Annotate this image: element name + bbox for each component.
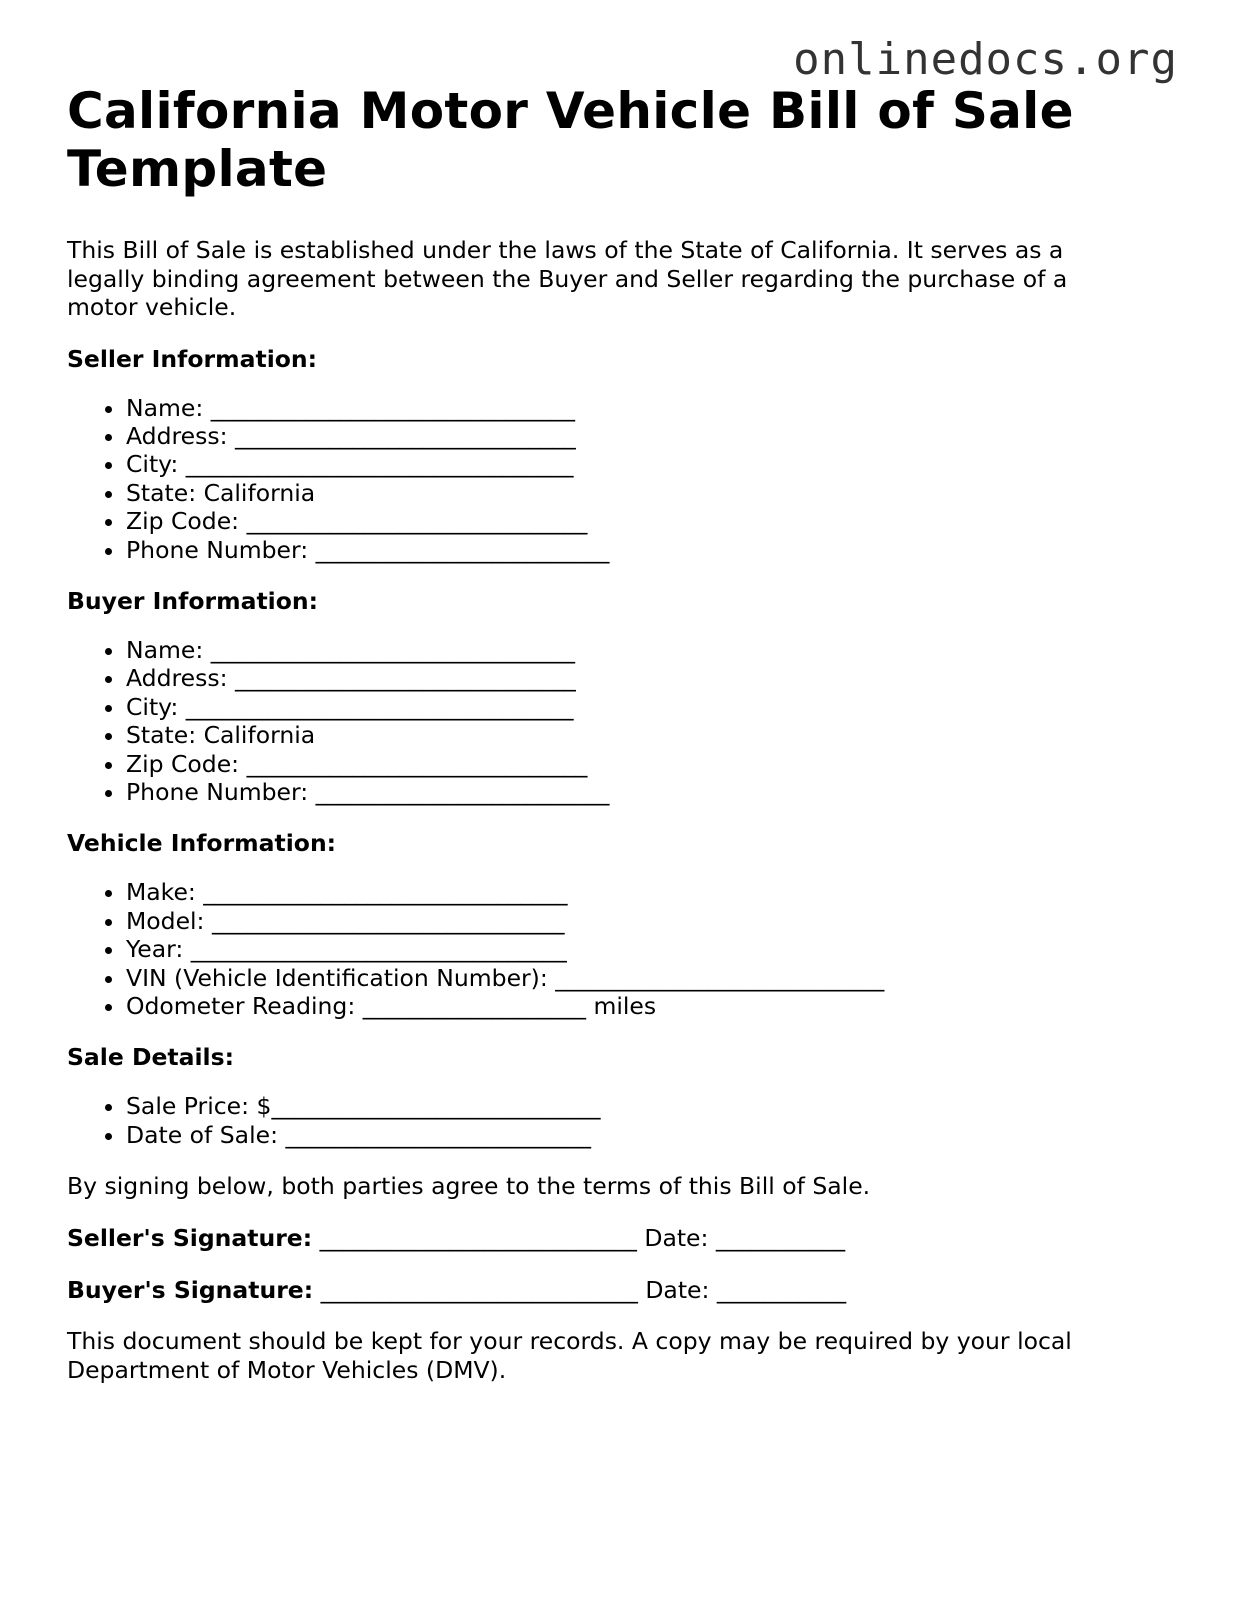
buyer-heading: Buyer Information:: [67, 586, 319, 615]
seller-city-field: • City: _________________________________: [126, 450, 1177, 478]
agreement-text: By signing below, both parties agree to the terms of this Bill of Sale.: [67, 1172, 871, 1201]
sale-price-field: • Sale Price: $____________________________: [126, 1092, 1177, 1120]
buyer-state-field: • State: California: [126, 721, 1177, 749]
buyer-city-field: • City: _________________________________: [126, 693, 1177, 721]
closing-paragraph: This document should be kept for your records. A copy may be required by your local Department of Motor Vehicles (DMV).: [67, 1327, 1072, 1384]
sale-list: [67, 1092, 1177, 1149]
buyer-address-field: • Address: _____________________________: [126, 664, 1177, 692]
buyer-phone-field: • Phone Number: _________________________: [126, 778, 1177, 806]
sale-date-field: • Date of Sale: __________________________: [126, 1121, 1177, 1149]
vehicle-list: [67, 878, 1177, 1020]
seller-heading: Seller Information:: [67, 344, 318, 373]
seller-phone-field: • Phone Number: _________________________: [126, 536, 1177, 564]
sale-heading: Sale Details:: [67, 1043, 234, 1072]
buyer-name-field: • Name: _______________________________: [126, 636, 1177, 664]
seller-state-field: • State: California: [126, 479, 1177, 507]
seller-address-field: • Address: _____________________________: [126, 422, 1177, 450]
vehicle-vin-field: • VIN (Vehicle Identification Number): ____________________________: [126, 964, 1177, 992]
seller-name-field: • Name: _______________________________: [126, 394, 1177, 422]
vehicle-make-field: • Make: _______________________________: [126, 878, 1177, 906]
seller-list: [67, 394, 1177, 564]
seller-zip-field: • Zip Code: _____________________________: [126, 507, 1177, 535]
buyer-list: [67, 636, 1177, 806]
document-title: California Motor Vehicle Bill of Sale Template: [67, 82, 1074, 198]
buyer-signature-blank: ___________________________ Date: ___________: [313, 1276, 847, 1305]
intro-paragraph: This Bill of Sale is established under the laws of the State of California. It serves as a legally binding agreement between the Buyer and Seller regarding the purchase of a motor vehicle.: [67, 236, 1068, 321]
vehicle-heading: Vehicle Information:: [67, 829, 337, 858]
buyer-signature-label: Buyer's Signature:: [67, 1276, 314, 1305]
vehicle-year-field: • Year: ________________________________: [126, 935, 1177, 963]
buyer-zip-field: • Zip Code: _____________________________: [126, 750, 1177, 778]
watermark: onlinedocs.org: [793, 34, 1178, 85]
vehicle-odometer-field: • Odometer Reading: ___________________ miles: [126, 992, 1177, 1020]
seller-signature-label: Seller's Signature:: [67, 1224, 313, 1253]
document-body: [67, 82, 1177, 1384]
seller-signature-blank: ___________________________ Date: ___________: [312, 1224, 846, 1253]
vehicle-model-field: • Model: ______________________________: [126, 907, 1177, 935]
seller-signature-line: [67, 1223, 1177, 1253]
buyer-signature-line: [67, 1275, 1177, 1305]
